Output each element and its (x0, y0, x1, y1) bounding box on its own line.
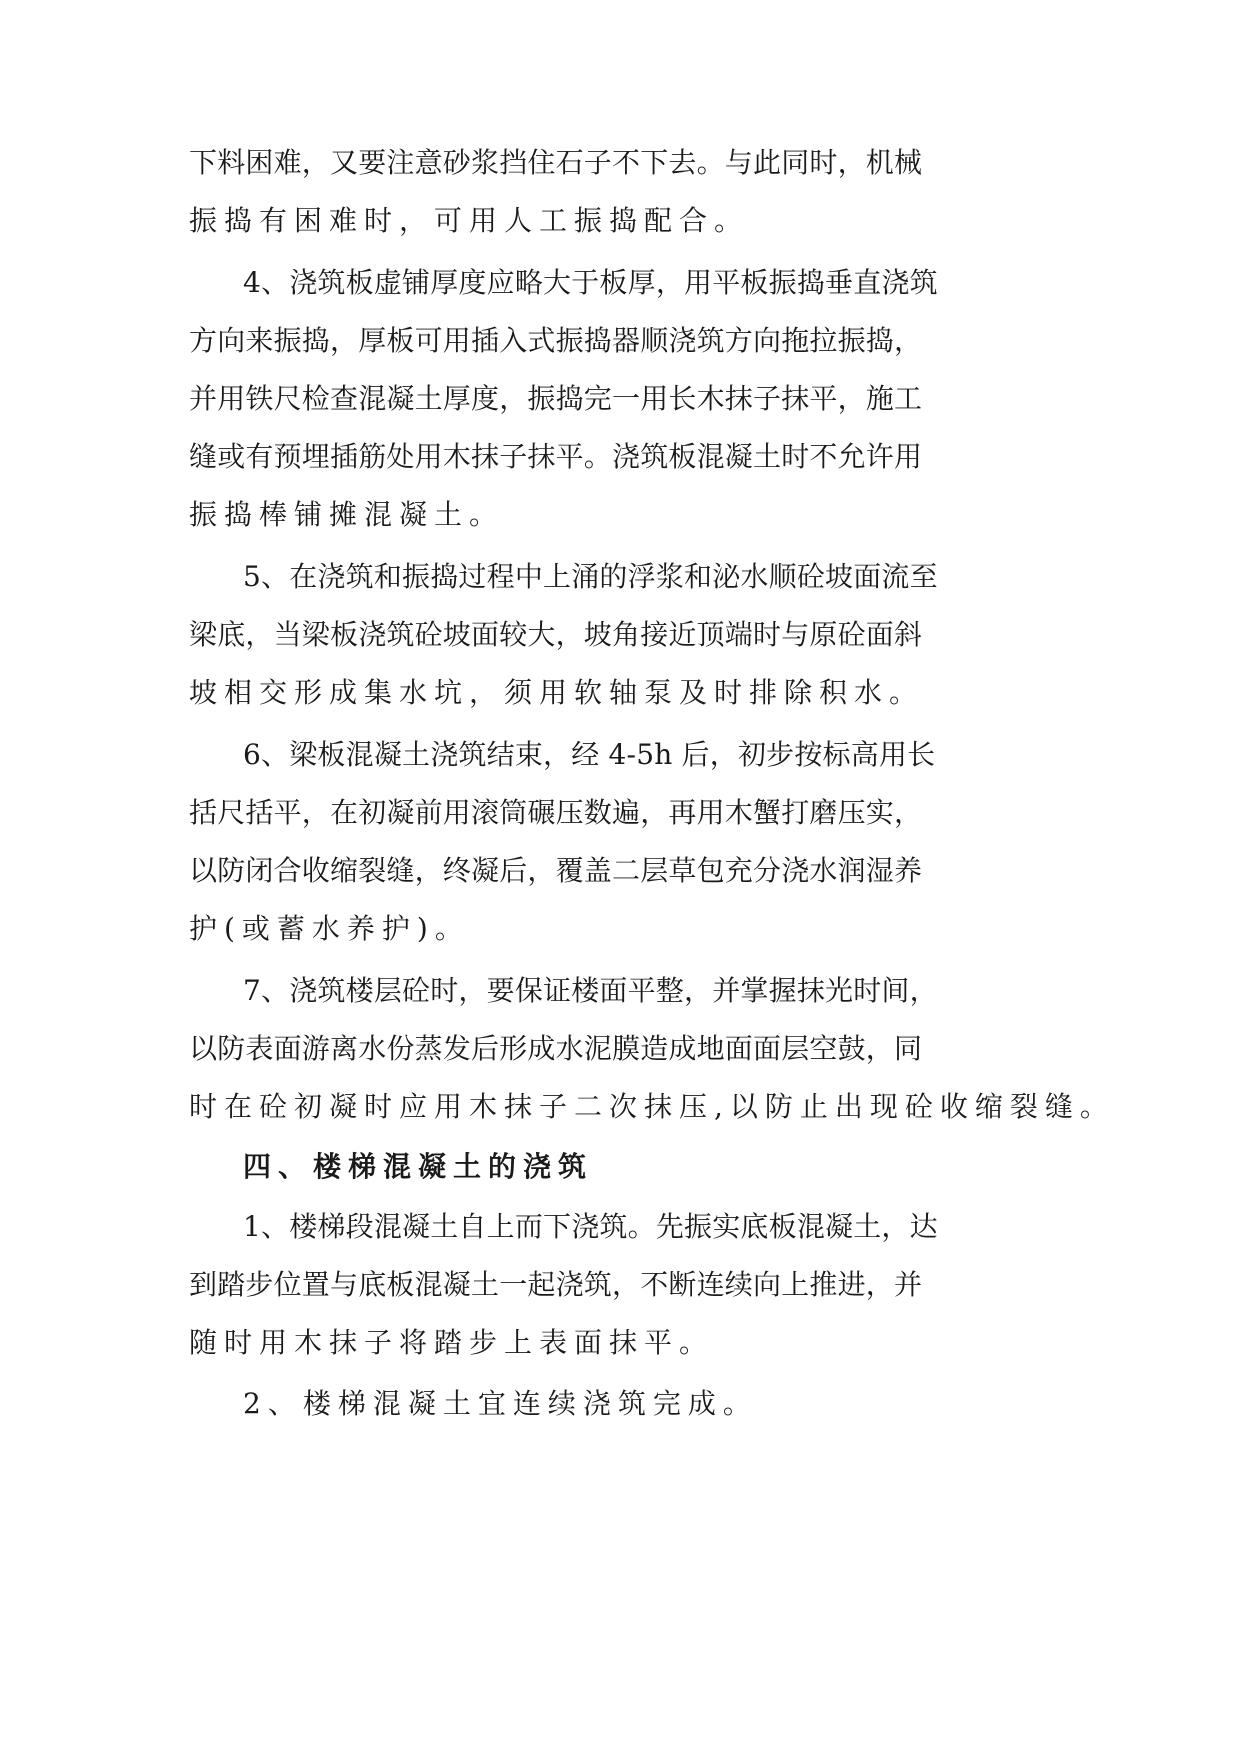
text-line: 括尺括平，在初凝前用滚筒碾压数遍，再用木蟹打磨压实， (189, 796, 923, 829)
text-line: 振捣有困难时，可用人工振捣配合。 (189, 204, 750, 237)
text-line: 振捣棒铺摊混凝土。 (189, 498, 505, 531)
text-line: 护(或蓄水养护)。 (189, 912, 470, 945)
paragraph-5-start: 5、在浇筑和振捣过程中上涌的浮浆和泌水顺砼坡面流至 (243, 560, 938, 593)
text-line: 方向来振捣，厚板可用插入式振捣器顺浇筑方向拖拉振捣， (189, 324, 923, 357)
text-line: 随时用木抹子将踏步上表面抹平。 (189, 1326, 715, 1359)
paragraph-4-start: 4、浇筑板虚铺厚度应略大于板厚，用平板振捣垂直浇筑 (243, 266, 938, 299)
text-line: 以防闭合收缩裂缝，终凝后，覆盖二层草包充分浇水润湿养 (189, 854, 923, 887)
text-line: 下料困难，又要注意砂浆挡住石子不下去。与此同时，机械 (189, 146, 923, 179)
paragraph-6-start: 6、梁板混凝土浇筑结束，经 4-5h 后，初步按标高用长 (243, 738, 936, 771)
text-line: 时在砼初凝时应用木抹子二次抹压,以防止出现砼收缩裂缝。 (189, 1090, 1115, 1123)
paragraph-1-start: 1、楼梯段混凝土自上而下浇筑。先振实底板混凝土，达 (243, 1210, 938, 1243)
paragraph-2-start: 2、楼梯混凝土宜连续浇筑完成。 (243, 1387, 758, 1420)
text-line: 到踏步位置与底板混凝土一起浇筑，不断连续向上推进，并 (189, 1268, 923, 1301)
paragraph-7-start: 7、浇筑楼层砼时，要保证楼面平整，并掌握抹光时间， (243, 974, 938, 1007)
text-line: 并用铁尺检查混凝土厚度，振捣完一用长木抹子抹平，施工 (189, 382, 923, 415)
text-line: 缝或有预埋插筋处用木抹子抹平。浇筑板混凝土时不允许用 (189, 440, 923, 473)
text-line: 坡相交形成集水坑，须用软轴泵及时排除积水。 (189, 676, 925, 709)
text-line: 梁底，当梁板浇筑砼坡面较大，坡角接近顶端时与原砼面斜 (189, 618, 923, 651)
section-heading: 四、楼梯混凝土的浇筑 (243, 1150, 594, 1183)
text-line: 以防表面游离水份蒸发后形成水泥膜造成地面面层空鼓，同 (189, 1032, 923, 1065)
